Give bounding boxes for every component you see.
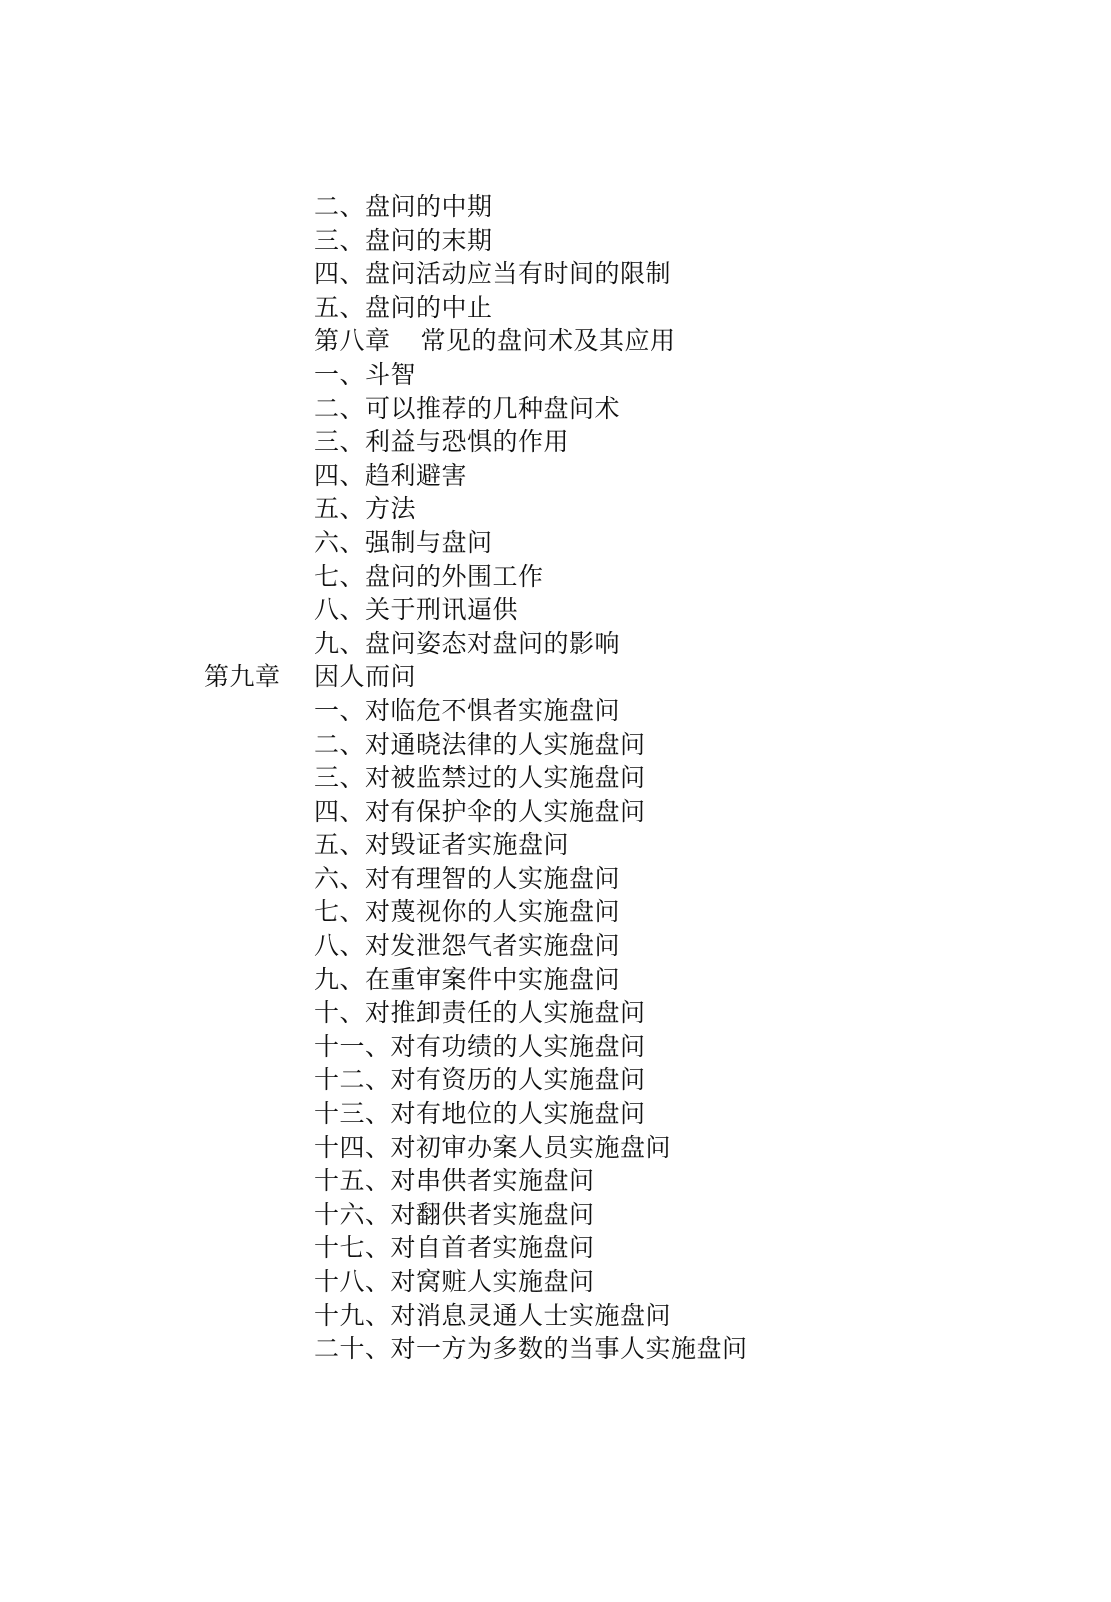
toc-item: 十五、对串供者实施盘问 <box>314 1166 595 1196</box>
toc-chapter-heading <box>0 324 1111 358</box>
toc-item: 六、强制与盘问 <box>314 527 493 557</box>
toc-item: 八、对发泄怨气者实施盘问 <box>314 931 621 961</box>
toc-item: 十六、对翻供者实施盘问 <box>314 1199 595 1229</box>
toc-item: 十、对推卸责任的人实施盘问 <box>314 998 646 1028</box>
toc-item: 五、方法 <box>314 494 417 524</box>
toc-item: 四、趋利避害 <box>314 460 468 490</box>
toc-item: 一、斗智 <box>314 359 417 389</box>
toc-item: 二、可以推荐的几种盘问术 <box>314 393 621 423</box>
toc-item: 九、盘问姿态对盘问的影响 <box>314 628 621 658</box>
chapter-number: 第九章 <box>204 662 281 692</box>
toc-item: 七、盘问的外围工作 <box>314 561 544 591</box>
toc-item: 四、盘问活动应当有时间的限制 <box>314 259 672 289</box>
chapter-number: 第八章 <box>314 326 391 356</box>
toc-item: 二、盘问的中期 <box>314 192 493 221</box>
toc-item: 一、对临危不惧者实施盘问 <box>314 695 621 725</box>
toc-item: 十九、对消息灵通人士实施盘问 <box>314 1300 672 1330</box>
toc-item: 三、盘问的末期 <box>314 225 493 255</box>
toc-item: 十二、对有资历的人实施盘问 <box>314 1065 646 1095</box>
toc-item: 二十、对一方为多数的当事人实施盘问 <box>314 1334 748 1364</box>
table-of-contents <box>0 190 1111 1366</box>
toc-item: 五、盘问的中止 <box>314 292 493 322</box>
chapter-title: 因人而问 <box>314 662 417 692</box>
toc-item: 十八、对窝赃人实施盘问 <box>314 1267 595 1296</box>
toc-item: 三、对被监禁过的人实施盘问 <box>314 763 646 793</box>
toc-item: 九、在重审案件中实施盘问 <box>314 964 621 994</box>
chapter-title: 常见的盘问术及其应用 <box>420 326 676 356</box>
toc-item: 四、对有保护伞的人实施盘问 <box>314 796 646 826</box>
toc-item: 七、对蔑视你的人实施盘问 <box>314 897 621 927</box>
toc-item: 八、关于刑讯逼供 <box>314 595 519 625</box>
toc-item: 二、对通晓法律的人实施盘问 <box>314 729 646 759</box>
toc-item: 六、对有理智的人实施盘问 <box>314 863 621 893</box>
toc-item: 十一、对有功绩的人实施盘问 <box>314 1031 646 1061</box>
toc-chapter-heading <box>0 660 1111 694</box>
toc-item: 三、利益与恐惧的作用 <box>314 427 570 457</box>
toc-item: 十四、对初审办案人员实施盘问 <box>314 1132 672 1162</box>
toc-item: 五、对毁证者实施盘问 <box>314 830 570 860</box>
toc-item: 十三、对有地位的人实施盘问 <box>314 1099 646 1129</box>
toc-item: 十七、对自首者实施盘问 <box>314 1233 595 1263</box>
